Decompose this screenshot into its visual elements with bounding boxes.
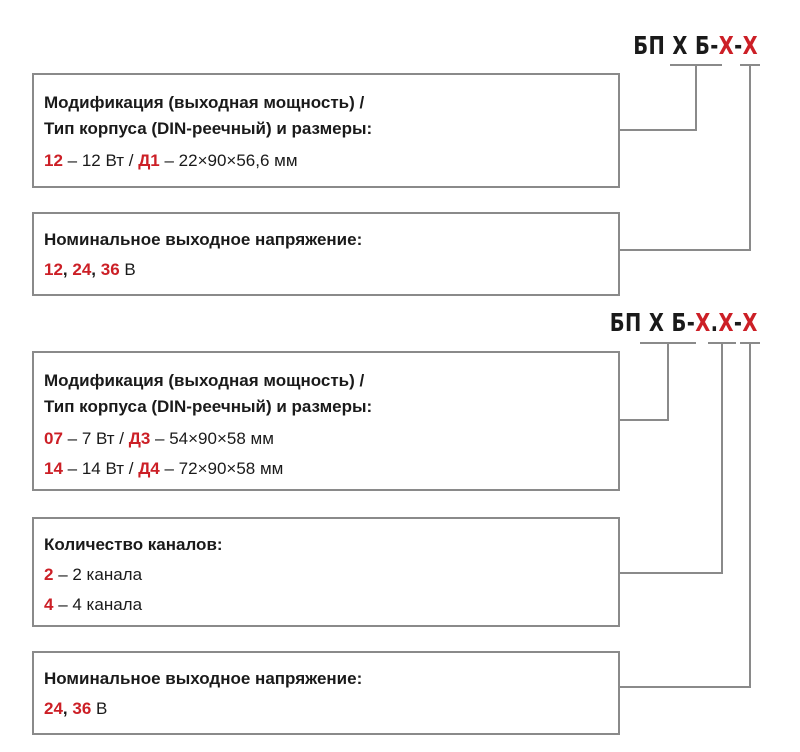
modification-row: 14 – 14 Вт / Д4 – 72×90×58 мм xyxy=(44,459,284,478)
top-modification-box xyxy=(32,73,620,188)
modification-title-line2: Тип корпуса (DIN-реечный) и размеры: xyxy=(44,119,373,138)
top-product-code: БП Х Б-Х-Х xyxy=(633,31,758,60)
connector-bottom-model xyxy=(618,343,696,420)
connector-top-voltage xyxy=(618,65,760,250)
bottom-channels-box xyxy=(32,517,620,627)
connector-bottom-voltage xyxy=(618,343,760,687)
modification-title-line1: Модификация (выходная мощность) / xyxy=(44,93,365,112)
connector-bottom-channels xyxy=(618,343,736,573)
channels-title: Количество каналов: xyxy=(44,535,223,554)
voltage-values: 24, 36 В xyxy=(44,699,108,718)
bottom-product-code: БП Х Б-Х.Х-Х xyxy=(609,308,758,337)
voltage-title: Номинальное выходное напряжение: xyxy=(44,230,363,249)
connector-top-model xyxy=(618,65,722,130)
top-voltage-box xyxy=(32,212,620,296)
modification-title-line2: Тип корпуса (DIN-реечный) и размеры: xyxy=(44,397,373,416)
bottom-voltage-box xyxy=(32,651,620,735)
voltage-title: Номинальное выходное напряжение: xyxy=(44,669,363,688)
voltage-values: 12, 24, 36 В xyxy=(44,260,136,279)
modification-title-line1: Модификация (выходная мощность) / xyxy=(44,371,365,390)
bottom-modification-box xyxy=(32,351,620,491)
channels-row: 4 – 4 канала xyxy=(44,595,143,614)
modification-row: 12 – 12 Вт / Д1 – 22×90×56,6 мм xyxy=(44,151,298,170)
channels-row: 2 – 2 канала xyxy=(44,565,143,584)
modification-row: 07 – 7 Вт / Д3 – 54×90×58 мм xyxy=(44,429,274,448)
